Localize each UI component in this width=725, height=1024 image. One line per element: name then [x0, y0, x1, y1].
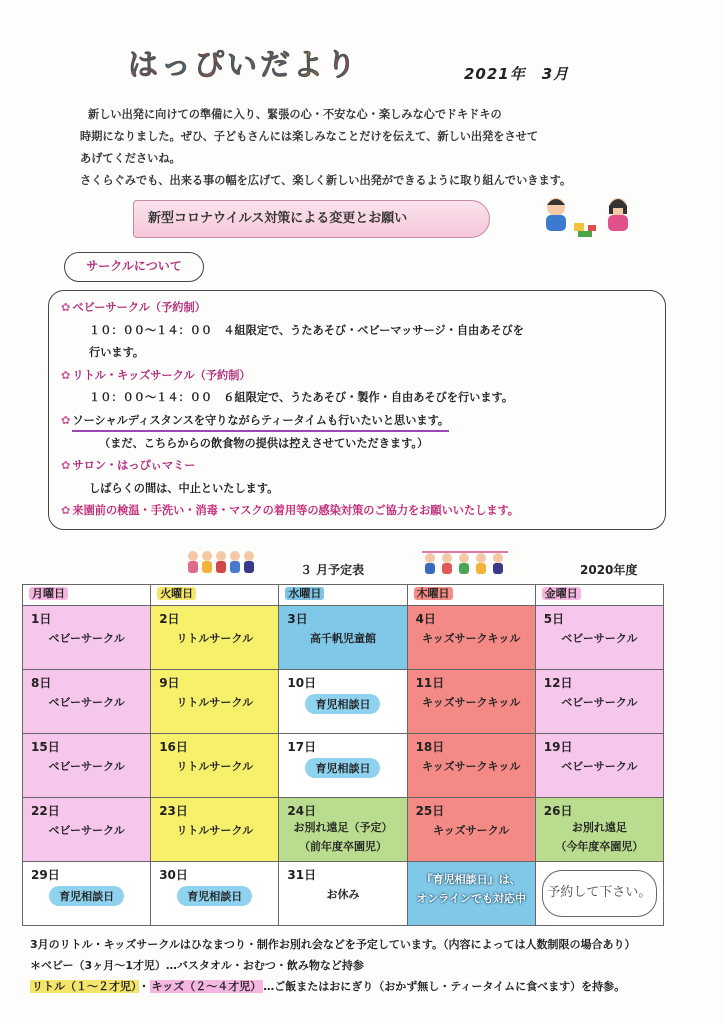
weekday-header: 月曜日	[23, 585, 151, 606]
weekday-header: 金曜日	[535, 585, 663, 606]
kids-age-label: キッズ（２～４才児）	[151, 980, 262, 993]
day-number: 2日	[159, 612, 180, 626]
online-consultation-note	[407, 862, 535, 926]
consultation-day-badge: 育児相談日	[305, 758, 380, 778]
day-event: ベビーサークル	[48, 696, 125, 709]
hina-dolls-illustration	[185, 548, 257, 576]
calendar-day-cell	[23, 670, 151, 734]
day-number: 24日	[287, 804, 317, 818]
calendar-day-cell	[151, 670, 279, 734]
intro-line: 時期になりました。ぜひ、子どもさんには楽しみなことだけを伝えて、新しい出発をさせて	[80, 130, 539, 143]
day-event: リトルサークル	[176, 632, 254, 645]
day-number: 31日	[287, 868, 317, 882]
title-char: だ	[260, 48, 293, 83]
day-event: キッズサークキッル	[421, 696, 521, 709]
calendar-day-cell	[151, 862, 279, 926]
flower-icon: ✿	[61, 413, 71, 427]
day-number: 17日	[287, 740, 317, 754]
calendar-day-cell	[407, 798, 535, 862]
weekday-header: 木曜日	[407, 585, 535, 606]
day-number: 18日	[415, 740, 445, 754]
reservation-cloud-note: 予約して下さい。	[542, 870, 657, 917]
day-number: 11日	[415, 676, 445, 690]
day-number: 23日	[159, 804, 188, 818]
intro-line: さくらぐみでも、出来る事の幅を広げて、楽しく新しい出発ができるように取り組んでいきます。	[80, 174, 572, 187]
day-number: 19日	[543, 740, 573, 754]
footer-line: リトル（１～２才児） ・ キッズ（２～４才児） …ご飯またはおにぎり（おかず無し・ティータイムに食べます）を持参。	[32, 980, 626, 993]
consultation-day-badge: 育児相談日	[177, 886, 252, 906]
day-event: ベビーサークル	[561, 632, 638, 645]
infection-request-line: ✿ 来園前の検温・手洗い・消毒・マスクの着用等の感染対策のご協力をお願いいたします。	[61, 504, 519, 518]
note-line: オンラインでも対応中	[416, 892, 526, 905]
calendar-day-cell	[279, 734, 407, 798]
calendar-day-cell	[535, 606, 663, 670]
little-kids-circle-heading: ✿ リトル・キッズサークル（予約制）	[61, 368, 251, 382]
day-event: キッズサークル	[433, 824, 510, 837]
day-number: 3日	[287, 612, 308, 626]
salon-detail: しばらくの間は、中止といたします。	[89, 481, 279, 495]
weekday-header: 火曜日	[151, 585, 279, 606]
day-number: 1日	[31, 612, 52, 626]
fiscal-year: 2020年度	[580, 563, 638, 577]
title-char: り	[326, 48, 359, 83]
calendar-day-cell	[535, 798, 663, 862]
weekday-header: 水曜日	[279, 585, 407, 606]
little-kids-circle-detail: １０：００～１４：００ ６組限定で、うたあそび・製作・自由あそびを行います。	[89, 391, 514, 405]
reservation-note-cell	[535, 862, 663, 926]
calendar-day-cell	[407, 606, 535, 670]
day-number: 26日	[543, 804, 573, 818]
salon-heading: ✿ サロン・はっぴぃマミー	[61, 459, 196, 473]
calendar-week-row	[23, 862, 664, 926]
day-event: ベビーサークル	[561, 760, 638, 773]
kids-playing-illustration	[530, 193, 645, 241]
flower-icon: ✿	[61, 504, 71, 518]
day-number: 10日	[287, 676, 317, 690]
covid-banner: 新型コロナウイルス対策による変更とお願い	[133, 200, 490, 238]
day-number: 29日	[31, 868, 60, 882]
day-number: 30日	[159, 868, 188, 882]
day-event: ベビーサークル	[561, 696, 638, 709]
calendar-day-cell	[407, 734, 535, 798]
day-number: 9日	[159, 676, 180, 690]
flower-icon: ✿	[61, 459, 71, 473]
footer-line: ＊ベビー（3ヶ月～1才児）…バスタオル・おむつ・飲み物など持参	[30, 959, 364, 972]
calendar-day-cell	[23, 862, 151, 926]
baby-circle-detail: １０：００～１４：００ ４組限定で、うたあそび・ベビーマッサージ・自由あそびを	[89, 323, 524, 337]
calendar-day-cell	[535, 734, 663, 798]
day-number: 16日	[159, 740, 188, 754]
calendar-day-cell	[279, 606, 407, 670]
day-event: お別れ遠足（予定） （前年度卒園児）	[293, 821, 393, 853]
day-event: お休み	[326, 888, 360, 901]
consultation-day-badge: 育児相談日	[49, 886, 124, 906]
day-event: キッズサークキッル	[421, 632, 521, 645]
note-line: 『育児相談日』は、	[421, 873, 521, 886]
day-event: リトルサークル	[176, 696, 254, 709]
day-event: ベビーサークル	[48, 760, 125, 773]
day-number: 25日	[415, 804, 445, 818]
day-number: 12日	[543, 676, 573, 690]
title-char: は	[128, 48, 161, 83]
calendar-day-cell	[151, 798, 279, 862]
day-event: リトルサークル	[176, 760, 254, 773]
calendar-week-row	[23, 670, 664, 734]
flower-icon: ✿	[61, 301, 71, 314]
calendar-day-cell	[151, 734, 279, 798]
calendar-week-row	[23, 606, 664, 670]
calendar-day-cell	[23, 734, 151, 798]
calendar-week-row	[23, 734, 664, 798]
title-char: ぴ	[194, 48, 227, 83]
schedule-calendar	[22, 584, 664, 926]
intro-text	[80, 104, 688, 192]
circle-section-title: サークルについて	[64, 252, 204, 282]
day-number: 8日	[31, 676, 52, 690]
calendar-day-cell	[407, 670, 535, 734]
title-char: よ	[293, 48, 326, 83]
baby-circle-detail: 行います。	[89, 346, 145, 360]
day-event: お別れ遠足 （今年度卒園児）	[555, 821, 644, 853]
circle-info-box	[48, 290, 666, 530]
title-char: っ	[161, 48, 194, 83]
flower-icon: ✿	[61, 368, 71, 382]
day-event: リトルサークル	[176, 824, 254, 837]
day-number: 15日	[31, 740, 60, 754]
footer-line: 3月のリトル・キッズサークルはひなまつり・制作お別れ会などを予定しています。（内容によっては人数制限の場合あり）	[30, 938, 636, 951]
intro-line: あげてくださいね。	[80, 152, 181, 165]
calendar-day-cell	[23, 606, 151, 670]
social-distance-note: （まだ、こちらからの飲食物の提供は控えさせていただきます。）	[99, 436, 429, 450]
little-age-label: リトル（１～２才児）	[32, 980, 137, 993]
title-char: い	[227, 48, 260, 83]
calendar-day-cell	[279, 670, 407, 734]
hina-dolls-illustration	[420, 548, 510, 576]
consultation-day-badge: 育児相談日	[305, 694, 380, 714]
baby-circle-heading: ✿ ベビーサークル（予約制）	[61, 301, 206, 314]
calendar-day-cell	[279, 798, 407, 862]
weekday-header-row	[23, 585, 664, 606]
social-distance-line: ✿ ソーシャルディスタンスを守りながらティータイムも行いたいと思います。	[61, 410, 655, 433]
intro-line: 新しい出発に向けての準備に入り、緊張の心・不安な心・楽しみな心でドキドキの	[88, 108, 502, 121]
calendar-day-cell	[23, 798, 151, 862]
calendar-title: ３ 月予定表	[300, 563, 365, 577]
calendar-day-cell	[279, 862, 407, 926]
calendar-day-cell	[535, 670, 663, 734]
calendar-day-cell	[151, 606, 279, 670]
day-event: ベビーサークル	[48, 824, 125, 837]
day-number: 22日	[31, 804, 60, 818]
footer-notes	[30, 934, 690, 997]
day-number: 4日	[415, 612, 436, 626]
day-event: ベビーサークル	[48, 632, 125, 645]
page-title	[128, 40, 359, 84]
day-event: キッズサークキッル	[421, 760, 521, 773]
day-number: 5日	[543, 612, 565, 626]
calendar-week-row	[23, 798, 664, 862]
issue-date: 2021年 3月	[464, 65, 570, 83]
day-event: 高千帆児童館	[309, 632, 376, 645]
